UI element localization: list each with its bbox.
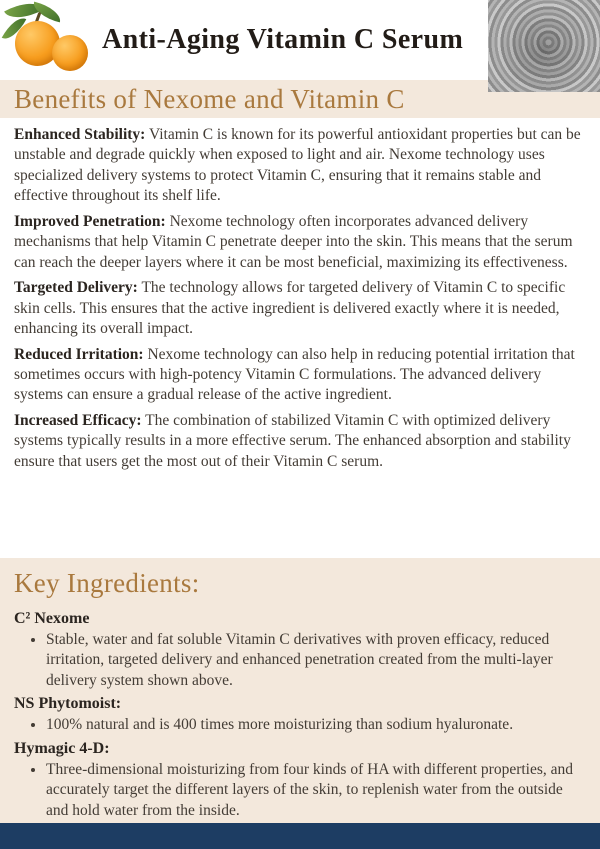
benefit-text: Nexome technology can also help in reducing potential irritation that sometimes occurs with high-potency Vitamin C formulations. The advanced delivery systems can ensure a gradual release of the active ingredient.: [14, 345, 575, 404]
benefit-targeted-delivery: [14, 278, 586, 339]
benefit-label: Reduced Irritation:: [14, 345, 144, 363]
ingredient-name-hymagic-4d: Hymagic 4-D:: [14, 739, 110, 757]
benefit-improved-penetration: [14, 212, 586, 273]
benefit-text: Vitamin C is known for its powerful antioxidant properties but can be unstable and degrade quickly when exposed to light and air. Nexome technology uses specialized delivery systems to protect Vitamin C, ensuring that it remains stable and effective throughout its shelf life.: [14, 126, 581, 205]
ingredient-bullet-list: [46, 630, 586, 691]
benefit-enhanced-stability: [14, 125, 586, 207]
ingredient-bullet-list: [46, 760, 586, 821]
benefit-label: Enhanced Stability:: [14, 126, 146, 143]
benefit-label: Increased Efficacy:: [14, 411, 142, 429]
benefit-label: Improved Penetration:: [14, 212, 166, 230]
benefit-text: The combination of stabilized Vitamin C with optimized delivery systems typically results in a more effective serum. The enhanced absorption and stability ensure that users get the most out of their Vitamin C serum.: [14, 411, 571, 470]
footer-bar: [0, 823, 600, 849]
orange-fruit-icon: [52, 35, 88, 71]
ingredients-heading: Key Ingredients:: [14, 568, 200, 598]
benefit-increased-efficacy: [14, 411, 586, 472]
ingredient-bullet: • 100% natural and is 400 times more moisturizing than sodium hyaluronate.: [46, 715, 586, 735]
benefit-reduced-irritation: [14, 345, 586, 406]
ingredient-bullet-list: [46, 715, 586, 735]
page-title: Anti-Aging Vitamin C Serum: [102, 24, 464, 55]
benefits-heading: Benefits of Nexome and Vitamin C: [14, 83, 405, 114]
key-ingredients-section: [0, 558, 600, 823]
ingredient-bullet: • Stable, water and fat soluble Vitamin C derivatives with proven efficacy, reduced irritation, targeted delivery and enhanced penetration created from the multi-layer delivery system shown above.: [46, 630, 586, 691]
benefits-body: [0, 118, 600, 558]
ingredient-bullet: • Three-dimensional moisturizing from four kinds of HA with different properties, and accurately target the different layers of the skin, to replenish water from the outside and hold water from the inside.: [46, 760, 586, 821]
ingredient-name-c2-nexome: C² Nexome: [14, 609, 90, 627]
benefit-text: Nexome technology often incorporates advanced delivery mechanisms that help Vitamin C penetrate deeper into the skin. This means that the serum can reach the deeper layers where it can be most beneficial, maximizing its effectiveness.: [14, 212, 573, 271]
benefit-label: Targeted Delivery:: [14, 279, 138, 297]
ingredient-name-ns-phytomoist: NS Phytomoist:: [14, 695, 122, 713]
oranges-illustration-icon: [2, 0, 102, 80]
header: [0, 0, 600, 80]
benefit-text: The technology allows for targeted delivery of Vitamin C to specific skin cells. This ensures that the active ingredient is delivered exactly where it is needed, enhancing its overall impact.: [14, 279, 566, 338]
nexome-microscopy-image: [488, 0, 600, 92]
